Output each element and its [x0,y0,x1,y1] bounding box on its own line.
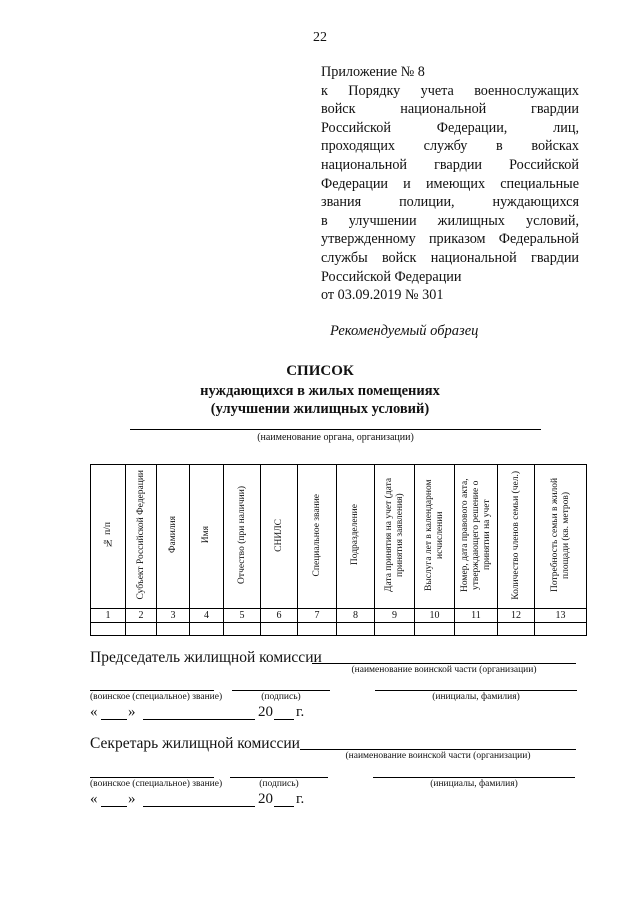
chairman-unit-line[interactable] [312,663,576,664]
table-cell[interactable] [298,623,337,636]
chairman-rank-line[interactable] [90,690,214,691]
column-number: 9 [375,609,415,623]
chairman-year-suffix: г. [296,704,305,720]
appendix-line: утвержденному приказом Федеральной [321,231,579,248]
table-cell[interactable] [157,623,190,636]
appendix-line: Приложение № 8 [321,64,425,80]
chairman-rank-caption: (воинское (специальное) звание) [90,692,223,702]
chairman-signature-line[interactable] [232,690,330,691]
appendix-line: звания полиции, нуждающихся [321,194,579,211]
table-cell[interactable] [455,623,498,636]
chairman-year-line[interactable] [274,719,294,720]
secretary-initials-caption: (инициалы, фамилия) [430,779,518,789]
appendix-line: в улучшении жилищных условий, [321,212,579,229]
column-header: Количество членов семьи (чел.) [498,465,535,609]
secretary-unit-line[interactable] [300,749,576,750]
appendix-date: от 03.09.2019 № 301 [321,287,444,304]
column-number: 1 [91,609,126,623]
column-number: 5 [224,609,261,623]
table-cell[interactable] [190,623,224,636]
column-number: 6 [261,609,298,623]
column-number: 2 [126,609,157,623]
chairman-title: Председатель жилищной комиссии [90,649,322,666]
column-header: Выслуга лет в календарном исчислении [415,465,455,609]
secretary-rank-line[interactable] [90,777,214,778]
organization-line[interactable] [130,429,541,430]
list-subtitle-2: (улучшении жилищных условий) [210,401,430,417]
secretary-initials-line[interactable] [373,777,575,778]
column-header: Имя [190,465,224,609]
table-cell[interactable] [498,623,535,636]
column-header: Специальное звание [298,465,337,609]
column-header: СНИЛС [261,465,298,609]
secretary-quote-close: » [128,791,136,807]
page-number: 22 [313,30,327,45]
column-number: 8 [337,609,375,623]
secretary-rank-caption: (воинское (специальное) звание) [90,779,223,789]
column-number: 3 [157,609,190,623]
column-header: Дата принятия на учет (дата принятия заявления) [375,465,415,609]
appendix-block [321,63,579,305]
chairman-month-line[interactable] [143,719,255,720]
secretary-month-line[interactable] [143,806,255,807]
appendix-line: войск национальной гвардии [321,101,579,118]
column-number: 11 [455,609,498,623]
column-header: № п/п [91,465,126,609]
recommended-sample-label: Рекомендуемый образец [330,323,479,339]
column-header: Номер, дата правового акта, утверждающего решение о принятии на учет [455,465,498,609]
column-number-row [91,609,587,623]
appendix-line: национальной гвардии Российской [321,156,579,173]
column-number: 4 [190,609,224,623]
secretary-quote-open: « [90,791,98,807]
chairman-signature-caption: (подпись) [261,692,301,702]
column-number: 13 [535,609,587,623]
appendix-line: к Порядку учета военнослужащих [321,82,579,99]
table-cell[interactable] [337,623,375,636]
appendix-line: Федерации и имеющих специальные [321,175,579,192]
table-cell[interactable] [126,623,157,636]
table-cell[interactable] [535,623,587,636]
column-number: 10 [415,609,455,623]
appendix-line: Российской Федерации [321,268,462,285]
secretary-year-prefix: 20 [258,791,273,807]
secretary-unit-caption: (наименование воинской части (организации) [345,751,531,761]
chairman-initials-caption: (инициалы, фамилия) [432,692,520,702]
secretary-signature-line[interactable] [230,777,328,778]
column-header: Отчество (при наличии) [224,465,261,609]
chairman-unit-caption: (наименование воинской части (организации) [351,665,537,675]
secretary-year-line[interactable] [274,806,294,807]
chairman-quote-close: » [128,704,136,720]
column-number: 7 [298,609,337,623]
column-header: Подразделение [337,465,375,609]
secretary-year-suffix: г. [296,791,305,807]
list-title: СПИСОК [286,363,354,379]
chairman-initials-line[interactable] [375,690,577,691]
chairman-day-line[interactable] [101,719,127,720]
column-header: Потребность семьи в жилой площади (кв. метров) [535,465,587,609]
chairman-year-prefix: 20 [258,704,273,720]
chairman-quote-open: « [90,704,98,720]
appendix-line: службы войск национальной гвардии [321,249,579,266]
table-cell[interactable] [91,623,126,636]
list-subtitle: нуждающихся в жилых помещениях [200,383,440,399]
organization-caption: (наименование органа, организации) [257,432,414,443]
table-header-row [91,465,587,609]
table-cell[interactable] [224,623,261,636]
table-cell[interactable] [261,623,298,636]
column-header: Субъект Российской Федерации [126,465,157,609]
table-cell[interactable] [375,623,415,636]
column-header: Фамилия [157,465,190,609]
secretary-title: Секретарь жилищной комиссии [90,735,300,752]
secretary-day-line[interactable] [101,806,127,807]
column-number: 12 [498,609,535,623]
table-cell[interactable] [415,623,455,636]
appendix-line: проходящих службу в войсках [321,138,579,155]
appendix-line: Российской Федерации, лиц, [321,119,579,136]
needy-list-table [90,464,587,636]
secretary-signature-caption: (подпись) [259,779,299,789]
table-row [91,623,587,636]
